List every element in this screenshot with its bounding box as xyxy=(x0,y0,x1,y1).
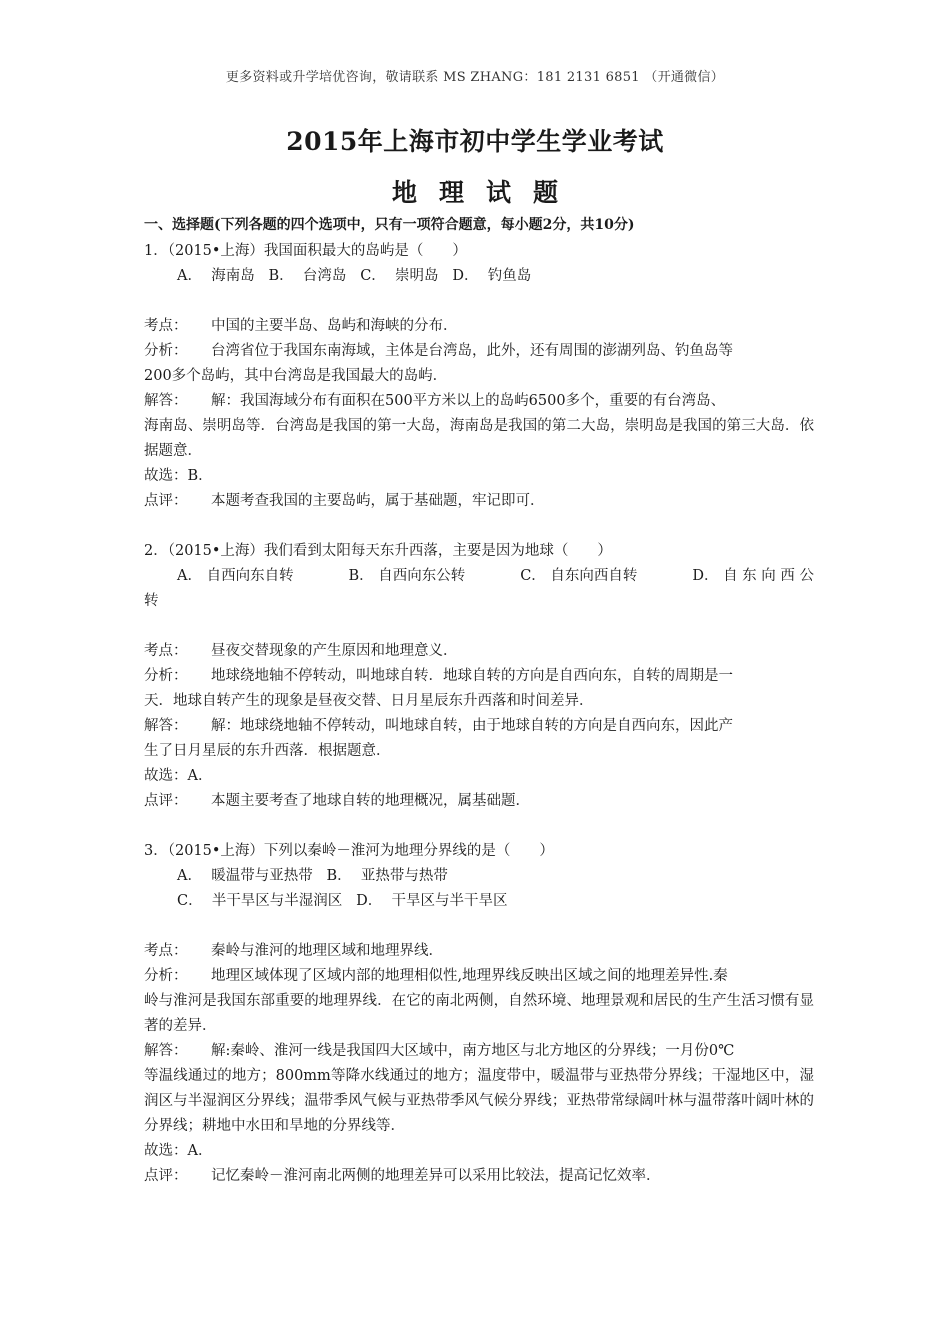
jieda-continued: 海南岛、崇明岛等．台湾岛是我国的第一大岛，海南岛是我国的第二大岛，崇明岛是我国的第三大岛．依据题意． xyxy=(144,418,814,459)
exam-subtitle: 地理试题 xyxy=(391,178,580,207)
jieda-label: 解答： xyxy=(144,718,188,734)
jieda-label: 解答： xyxy=(144,393,188,409)
kaodian-text: 昼夜交替现象的产生原因和地理意义． xyxy=(211,643,458,659)
option-a: A． 自西向东自转 xyxy=(177,568,294,584)
jieda-row xyxy=(144,714,814,739)
question-3 xyxy=(144,839,814,1189)
jieda-row xyxy=(144,1039,814,1064)
exam-title: 2015年上海市初中学生学业考试 xyxy=(286,127,664,156)
fenxi-text: 地理区域体现了区域内部的地理相似性,地理界线反映出区域之间的地理差异性.秦 xyxy=(211,968,728,984)
dianping-text: 本题考查我国的主要岛屿，属于基础题，牢记即可． xyxy=(211,493,545,509)
fenxi-continued: 天．地球自转产生的现象是昼夜交替、日月星辰东升西落和时间差异． xyxy=(144,693,594,709)
kaodian-row xyxy=(144,939,814,964)
question-options xyxy=(144,564,814,589)
dianping-text: 记忆秦岭－淮河南北两侧的地理差异可以采用比较法，提高记忆效率． xyxy=(211,1168,661,1184)
option-c: C． 自东向西自转 xyxy=(520,568,638,584)
section-heading: 一、选择题(下列各题的四个选项中，只有一项符合题意，每小题2分，共10分) xyxy=(144,217,635,233)
question-stem: 2．（2015•上海）我们看到太阳每天东升西落，主要是因为地球（ ） xyxy=(144,543,612,559)
fenxi-text: 地球绕地轴不停转动，叫地球自转．地球自转的方向是自西向东，自转的周期是一 xyxy=(211,668,733,684)
dianping-label: 点评： xyxy=(144,493,188,509)
jieda-continued: 生了日月星辰的东升西落．根据题意． xyxy=(144,743,391,759)
fenxi-row xyxy=(144,664,814,689)
fenxi-text: 台湾省位于我国东南海域，主体是台湾岛，此外，还有周围的澎湖列岛、钓鱼岛等 xyxy=(211,343,733,359)
fenxi-continued: 岭与淮河是我国东部重要的地理界线．在它的南北两侧，自然环境、地理景观和居民的生产生活习惯有显著的差异． xyxy=(144,993,814,1034)
fenxi-continued: 200多个岛屿，其中台湾岛是我国最大的岛屿． xyxy=(144,368,448,384)
jieda-row xyxy=(144,389,814,414)
fenxi-label: 分析： xyxy=(144,968,188,984)
dianping-row xyxy=(144,1164,814,1189)
kaodian-label: 考点： xyxy=(144,318,188,334)
dianping-text: 本题主要考查了地球自转的地理概况，属基础题． xyxy=(211,793,530,809)
answer: 故选：A． xyxy=(144,1143,213,1159)
question-1 xyxy=(144,239,814,514)
kaodian-label: 考点： xyxy=(144,643,188,659)
kaodian-label: 考点： xyxy=(144,943,188,959)
option-d: D． 自 东 向 西 公 xyxy=(692,568,814,584)
jieda-text: 解:秦岭、淮河一线是我国四大区域中，南方地区与北方地区的分界线；一月份0℃ xyxy=(211,1043,735,1059)
jieda-label: 解答： xyxy=(144,1043,188,1059)
question-options-line-1: A． 暖温带与亚热带 B． 亚热带与热带 xyxy=(177,868,448,884)
jieda-continued: 等温线通过的地方；800mm等降水线通过的地方；温度带中，暖温带与亚热带分界线；干湿地区中，湿润区与半湿润区分界线；温带季风气候与亚热带季风气候分界线；亚热带常绿阔叶林与温带落叶阔叶林的分界线；耕地中水田和旱地的分界线等． xyxy=(144,1068,814,1134)
exam-content xyxy=(144,213,814,1189)
dianping-row xyxy=(144,789,814,814)
dianping-label: 点评： xyxy=(144,1168,188,1184)
kaodian-row xyxy=(144,314,814,339)
jieda-text: 解：地球绕地轴不停转动，叫地球自转，由于地球自转的方向是自西向东，因此产 xyxy=(211,718,733,734)
question-stem: 3．（2015•上海）下列以秦岭－淮河为地理分界线的是（ ） xyxy=(144,843,554,859)
kaodian-text: 秦岭与淮河的地理区域和地理界线． xyxy=(211,943,443,959)
question-options: A． 海南岛 B． 台湾岛 C． 崇明岛 D． 钓鱼岛 xyxy=(177,268,532,284)
fenxi-label: 分析： xyxy=(144,343,188,359)
contact-header: 更多资料或升学培优咨询，敬请联系 MS ZHANG：181 2131 6851 （开通微信） xyxy=(225,70,725,85)
kaodian-row xyxy=(144,639,814,664)
kaodian-text: 中国的主要半岛、岛屿和海峡的分布． xyxy=(211,318,458,334)
question-options-line-2: C． 半干旱区与半湿润区 D． 干旱区与半干旱区 xyxy=(177,893,508,909)
fenxi-row xyxy=(144,964,814,989)
option-d-wrap: 转 xyxy=(144,593,159,609)
fenxi-label: 分析： xyxy=(144,668,188,684)
question-stem: 1．（2015•上海）我国面积最大的岛屿是（ ） xyxy=(144,243,467,259)
fenxi-row xyxy=(144,339,814,364)
dianping-row xyxy=(144,489,814,514)
answer: 故选：A． xyxy=(144,768,213,784)
question-2 xyxy=(144,539,814,814)
option-b: B． 自西向东公转 xyxy=(348,568,466,584)
answer: 故选：B． xyxy=(144,468,213,484)
dianping-label: 点评： xyxy=(144,793,188,809)
jieda-text: 解：我国海域分布有面积在500平方米以上的岛屿6500多个，重要的有台湾岛、 xyxy=(211,393,726,409)
